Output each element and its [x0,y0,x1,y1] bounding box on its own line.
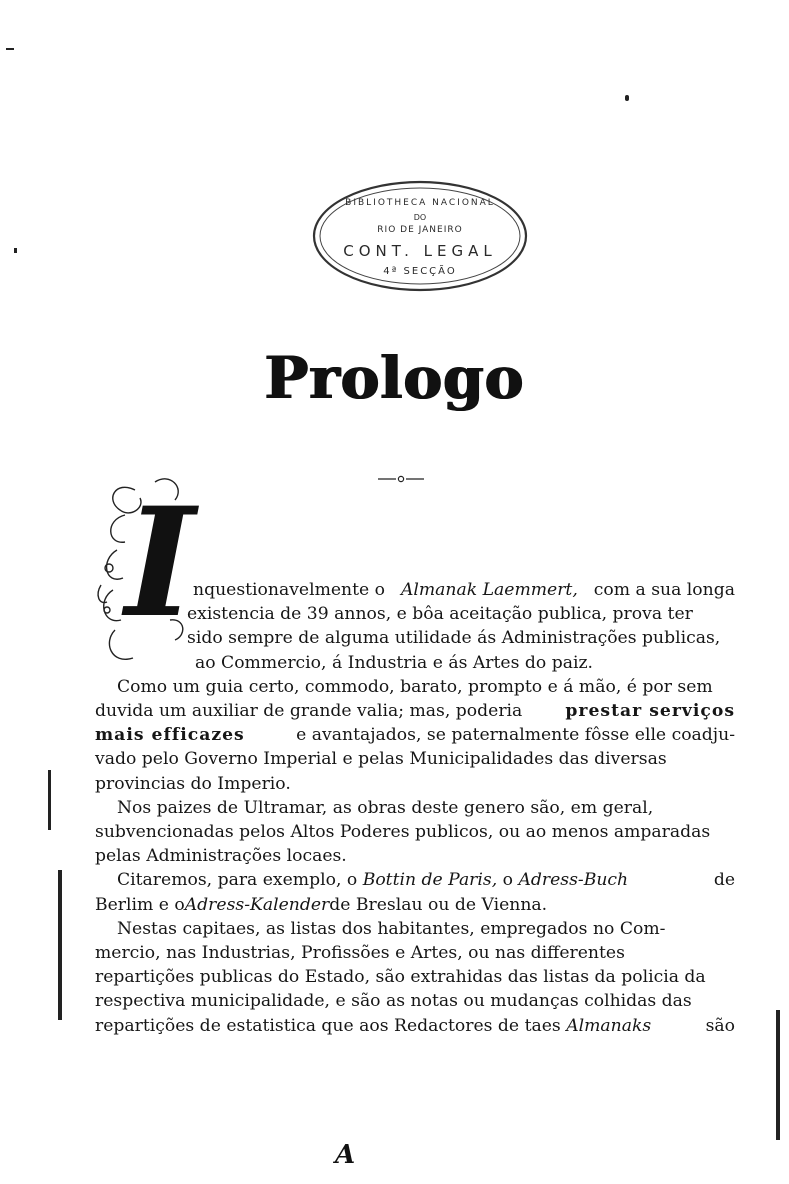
text-line: respectiva municipalidade, e são as notas ou mudanças colhidas das [95,991,692,1012]
text-line: vado pelo Governo Imperial e pelas Municipalidades das diversas [95,749,667,770]
stamp-line-do: DO [413,213,427,222]
stamp-line-section: 4ª SECÇÃO [383,266,457,277]
divider-ornament [378,474,424,484]
stamp-line-library: BIBLIOTHECA NACIONAL [345,198,495,208]
scan-edge-mark [776,1010,780,1140]
text-line: duvida um auxiliar de grande valia; mas, poderia prestar serviços [95,701,735,722]
text-line: sido sempre de alguma utilidade ás Administrações publicas, [187,628,721,649]
text-line: Como um guia certo, commodo, barato, prompto e á mão, é por sem [117,676,713,697]
scan-speck [625,95,629,101]
scan-edge-mark [58,870,62,1020]
scan-speck [14,248,17,253]
text-line: Citaremos, para exemplo, o Bottin de Paris, o Adress-Buch de [117,870,735,891]
text-line: Nestas capitaes, as listas dos habitantes, empregados no Com- [117,918,666,939]
text-line: Nos paizes de Ultramar, as obras deste genero são, em geral, [117,797,654,818]
signature-mark: A [335,1140,356,1170]
text-line: mais efficazes e avantajados, se paternalmente fôsse elle coadju- [95,725,735,746]
library-stamp [310,176,530,294]
text-line: subvencionadas pelos Altos Poderes publicos, ou ao menos amparadas [95,822,711,843]
stamp-line-city: RIO DE JANEIRO [377,225,463,235]
text-line: repartições de estatistica que aos Redactores de taes Almanaks são [95,1015,735,1036]
page-title: Prologo [264,344,525,412]
text-line: mercio, nas Industrias, Profissões e Artes, ou nas differentes [95,943,625,964]
text-line: Berlim e o Adress-Kalender de Breslau ou de Vienna. [95,894,548,915]
text-line: nquestionavelmente o Almanak Laemmert, com a sua longa [193,580,735,600]
dropcap-letter: I [125,475,196,651]
text-line: ao Commercio, á Industria e ás Artes do paiz. [195,652,593,673]
stamp-line-cont-legal: CONT. LEGAL [343,242,497,260]
body-text [95,578,735,1038]
text-line: provincias do Imperio. [95,773,291,794]
text-line: pelas Administrações locaes. [95,846,347,867]
scan-speck [6,48,14,50]
scan-edge-mark [48,770,51,830]
text-line: repartições publicas do Estado, são extrahidas das listas da policia da [95,967,706,988]
text-line: existencia de 39 annos, e bôa aceitação publica, prova ter [187,604,693,625]
